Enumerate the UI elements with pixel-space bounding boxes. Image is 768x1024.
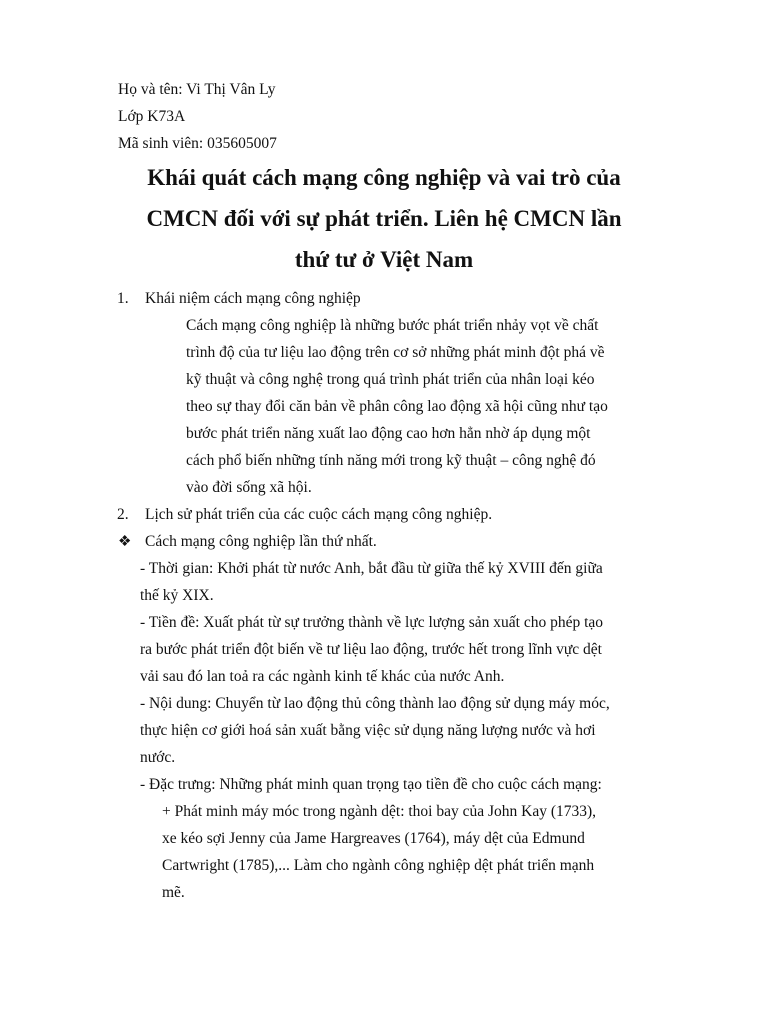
section-1-heading: Khái niệm cách mạng công nghiệp <box>145 290 361 307</box>
section-2-number: 2. <box>117 506 129 523</box>
bullet-heading: Cách mạng công nghiệp lần thứ nhất. <box>145 533 377 550</box>
section-1-paragraph-line: Cách mạng công nghiệp là những bước phát triển nhảy vọt về chất <box>186 317 599 334</box>
section-2-paragraph-line: thực hiện cơ giới hoá sản xuất bằng việc sử dụng năng lượng nước và hơi <box>140 722 596 739</box>
section-1-paragraph-line: bước phát triển năng xuất lao động cao hơn hẳn nhờ áp dụng một <box>186 425 591 442</box>
section-2-paragraph-line: - Thời gian: Khởi phát từ nước Anh, bắt đầu từ giữa thế kỷ XVIII đến giữa <box>140 560 603 577</box>
student-class: Lớp K73A <box>118 108 186 125</box>
section-2-paragraph-line: - Nội dung: Chuyển từ lao động thủ công thành lao động sử dụng máy móc, <box>140 695 610 712</box>
section-2-paragraph-line: vải sau đó lan toả ra các ngành kinh tế khác của nước Anh. <box>140 668 505 685</box>
document-title-line-2: CMCN đối với sự phát triển. Liên hệ CMCN lần <box>146 206 622 231</box>
section-2-paragraph-line: Cartwright (1785),... Làm cho ngành công nghiệp dệt phát triển mạnh <box>162 857 595 874</box>
section-2-paragraph-line: mẽ. <box>162 884 185 901</box>
section-2-paragraph-line: nước. <box>140 749 176 766</box>
section-1-paragraph-line: trình độ của tư liệu lao động trên cơ sở những phát minh đột phá về <box>186 344 605 361</box>
section-1-paragraph-line: vào đời sống xã hội. <box>186 479 312 496</box>
student-name: Họ và tên: Vi Thị Vân Ly <box>118 81 276 98</box>
section-2-paragraph-line: xe kéo sợi Jenny của Jame Hargreaves (1764), máy dệt của Edmund <box>162 830 585 847</box>
section-2-paragraph-line: - Đặc trưng: Những phát minh quan trọng tạo tiền đề cho cuộc cách mạng: <box>140 776 602 793</box>
section-2-paragraph-line: + Phát minh máy móc trong ngành dệt: thoi bay của John Kay (1733), <box>162 803 597 820</box>
section-2-paragraph-line: thế kỷ XIX. <box>140 587 214 604</box>
section-2-paragraph-line: - Tiền đề: Xuất phát từ sự trưởng thành về lực lượng sản xuất cho phép tạo <box>140 614 604 631</box>
document-title-line-1: Khái quát cách mạng công nghiệp và vai trò của <box>147 165 621 190</box>
section-2-heading: Lịch sử phát triển của các cuộc cách mạng công nghiệp. <box>145 506 493 523</box>
section-1-paragraph-line: theo sự thay đổi căn bản về phân công lao động xã hội cũng như tạo <box>186 398 608 415</box>
section-2-paragraph-line: ra bước phát triển đột biến về tư liệu lao động, trước hết trong lĩnh vực dệt <box>140 641 602 658</box>
diamond-bullet-icon: ❖ <box>118 534 132 550</box>
document-title-line-3: thứ tư ở Việt Nam <box>294 247 474 272</box>
section-1-number: 1. <box>117 290 129 307</box>
student-id: Mã sinh viên: 035605007 <box>118 135 277 152</box>
section-1-paragraph-line: cách phổ biến những tính năng mới trong kỹ thuật – công nghệ đó <box>186 452 596 469</box>
section-1-paragraph-line: kỹ thuật và công nghệ trong quá trình phát triển của nhân loại kéo <box>186 371 595 388</box>
